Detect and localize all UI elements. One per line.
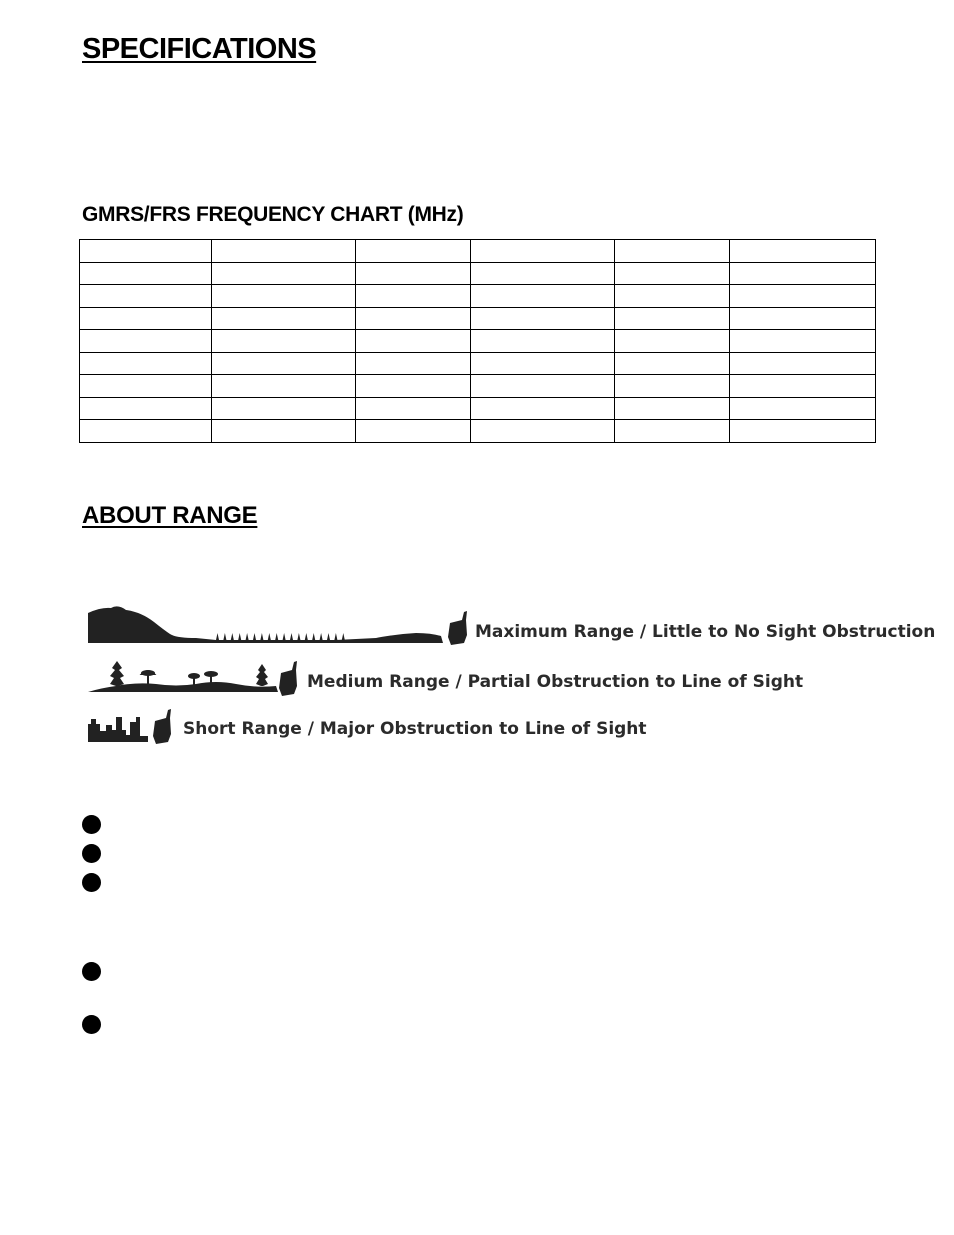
table-cell	[356, 352, 471, 375]
table-cell	[212, 352, 356, 375]
table-cell	[730, 420, 876, 443]
frequency-chart-table	[79, 239, 876, 443]
table-cell	[356, 375, 471, 398]
table-row	[80, 330, 876, 353]
table-cell	[471, 285, 615, 308]
table-cell	[356, 307, 471, 330]
table-cell	[730, 262, 876, 285]
range-level-medium	[88, 661, 803, 696]
table-cell	[356, 285, 471, 308]
table-cell	[615, 307, 730, 330]
range-illustration	[86, 600, 936, 750]
table-cell	[212, 330, 356, 353]
table-cell	[80, 307, 212, 330]
about-range-title: ABOUT RANGE	[82, 502, 258, 529]
table-cell	[730, 240, 876, 263]
table-row	[80, 240, 876, 263]
table-cell	[356, 397, 471, 420]
table-cell	[471, 352, 615, 375]
table-cell	[615, 285, 730, 308]
table-cell	[80, 375, 212, 398]
table-cell	[730, 330, 876, 353]
page-title: SPECIFICATIONS	[82, 33, 317, 65]
table-cell	[730, 397, 876, 420]
table-cell	[356, 262, 471, 285]
table-row	[80, 285, 876, 308]
table-cell	[615, 420, 730, 443]
range-label-medium: Medium Range / Partial Obstruction to Line of Sight	[307, 672, 804, 692]
bullet-icon	[82, 844, 101, 863]
table-cell	[212, 420, 356, 443]
range-label-maximum: Maximum Range / Little to No Sight Obstruction	[475, 622, 936, 642]
table-cell	[80, 420, 212, 443]
table-cell	[80, 330, 212, 353]
walkie-talkie-icon	[153, 709, 171, 744]
trees-icon	[88, 661, 278, 692]
table-cell	[615, 240, 730, 263]
table-cell	[356, 240, 471, 263]
bullet-icon	[82, 1015, 101, 1034]
table-cell	[471, 262, 615, 285]
table-cell	[471, 307, 615, 330]
table-cell	[730, 352, 876, 375]
table-cell	[730, 285, 876, 308]
table-cell	[615, 262, 730, 285]
open-terrain-icon	[88, 606, 443, 643]
table-cell	[212, 240, 356, 263]
range-level-maximum	[88, 606, 935, 645]
table-cell	[80, 262, 212, 285]
table-cell	[212, 375, 356, 398]
table-cell	[212, 307, 356, 330]
table-cell	[80, 397, 212, 420]
table-cell	[80, 240, 212, 263]
range-level-short	[88, 709, 647, 744]
table-cell	[471, 330, 615, 353]
table-cell	[212, 262, 356, 285]
bullet-icon	[82, 815, 101, 834]
table-row	[80, 397, 876, 420]
table-cell	[80, 352, 212, 375]
range-label-short: Short Range / Major Obstruction to Line of Sight	[183, 719, 647, 739]
table-row	[80, 307, 876, 330]
table-cell	[471, 375, 615, 398]
table-cell	[730, 375, 876, 398]
table-cell	[356, 420, 471, 443]
table-cell	[212, 285, 356, 308]
table-cell	[615, 375, 730, 398]
table-row	[80, 420, 876, 443]
walkie-talkie-icon	[448, 611, 467, 645]
bullet-icon	[82, 873, 101, 892]
table-cell	[80, 285, 212, 308]
walkie-talkie-icon	[279, 661, 297, 696]
table-cell	[471, 420, 615, 443]
table-cell	[730, 307, 876, 330]
table-cell	[356, 330, 471, 353]
city-buildings-icon	[88, 717, 148, 742]
table-cell	[615, 397, 730, 420]
table-cell	[615, 352, 730, 375]
table-row	[80, 262, 876, 285]
table-cell	[212, 397, 356, 420]
table-row	[80, 352, 876, 375]
table-cell	[471, 397, 615, 420]
frequency-chart-title: GMRS/FRS FREQUENCY CHART (MHz)	[82, 203, 464, 226]
table-row	[80, 375, 876, 398]
bullet-icon	[82, 962, 101, 981]
table-cell	[471, 240, 615, 263]
table-cell	[615, 330, 730, 353]
